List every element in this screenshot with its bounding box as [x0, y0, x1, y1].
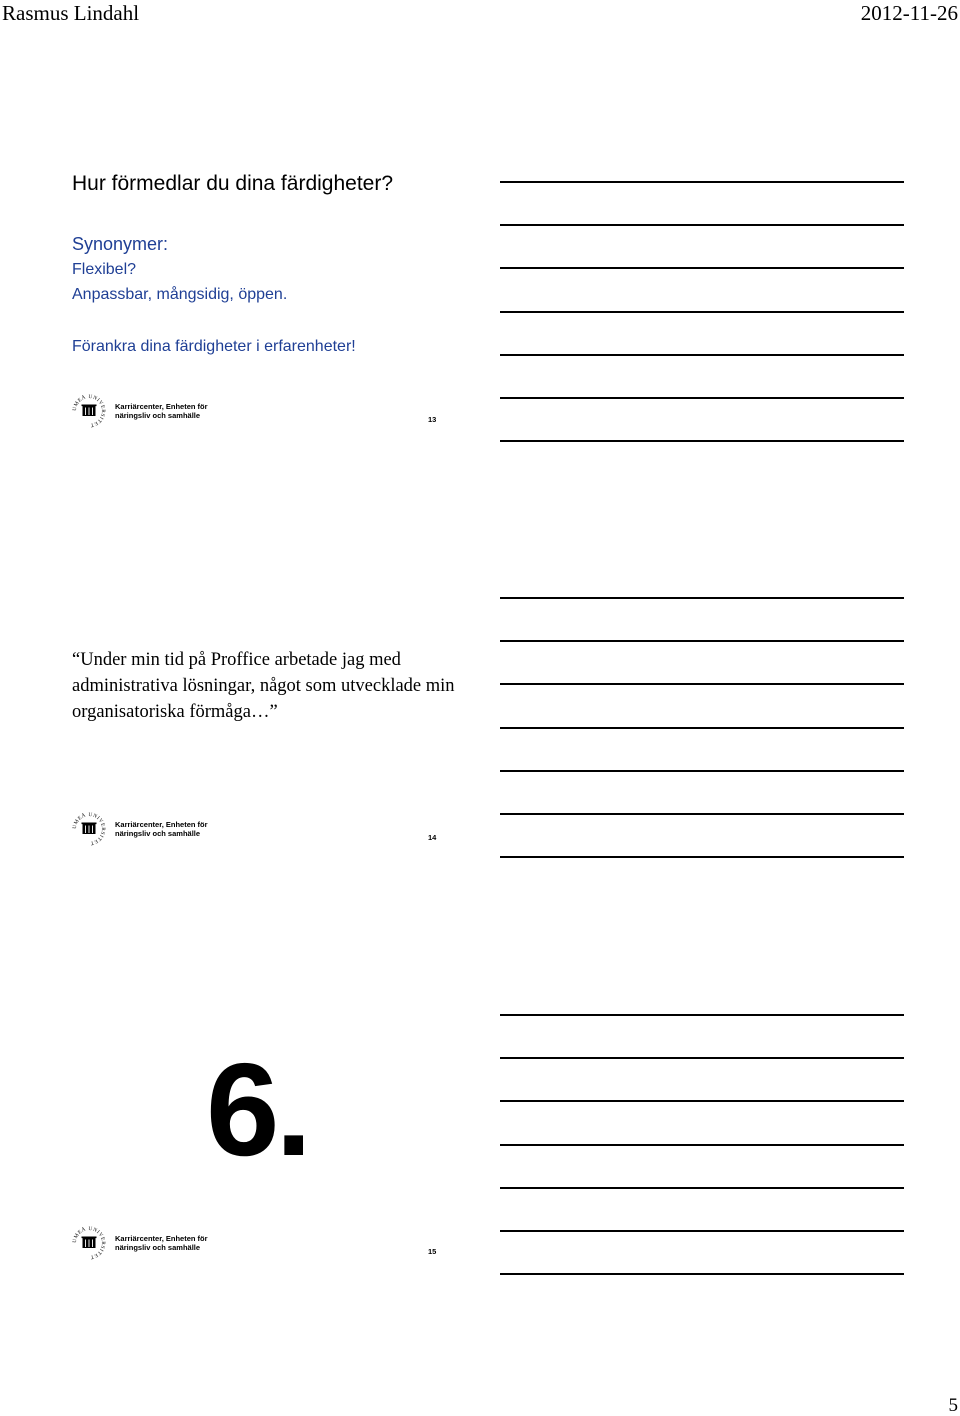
slide-number: 14: [428, 833, 437, 842]
note-line: [500, 1230, 904, 1232]
note-line: [500, 640, 904, 642]
slide-number: 15: [428, 1247, 437, 1256]
note-line: [500, 267, 904, 269]
synonyms-heading: Synonymer:: [72, 234, 169, 254]
page-number: 5: [948, 1395, 958, 1416]
slide-title: Hur förmedlar du dina färdigheter?: [72, 172, 394, 195]
slide-number: 13: [428, 415, 437, 424]
note-line: [500, 440, 904, 442]
page-header: [0, 0, 960, 26]
note-line: [500, 1187, 904, 1189]
slide-15: [68, 1036, 448, 1345]
slide-footer: [72, 394, 452, 428]
footer-unit-text: Karriärcenter, Enheten för näringsliv och samhälle: [115, 402, 208, 420]
svg-text:UMEÅ UNIVERSITET: UMEÅ UNIVERSITET: [72, 812, 106, 846]
note-line: [500, 597, 904, 599]
university-seal-icon: [72, 812, 106, 846]
synonym-line: Anpassbar, mångsidig, öppen.: [72, 286, 288, 303]
author-name: Rasmus Lindahl: [2, 1, 140, 25]
note-line: [500, 683, 904, 685]
svg-text:UMEÅ UNIVERSITET: UMEÅ UNIVERSITET: [72, 394, 106, 428]
quote-text: “Under min tid på Proffice arbetade jag med administrativa lösningar, något som utvecklade min organisatoriska förmåga…”: [72, 650, 455, 722]
note-line: [500, 224, 904, 226]
note-line: [500, 1014, 904, 1016]
note-line: [500, 1100, 904, 1102]
footer-unit-text: Karriärcenter, Enheten för näringsliv och samhälle: [115, 820, 208, 838]
note-line: [500, 856, 904, 858]
slide-footer: [72, 812, 452, 846]
note-line: [500, 1057, 904, 1059]
note-line: [500, 1144, 904, 1146]
synonym-line: Flexibel?: [72, 261, 137, 278]
note-line: [500, 181, 904, 183]
note-line: [500, 354, 904, 356]
note-line: [500, 397, 904, 399]
slide-13: [68, 158, 448, 458]
footer-unit-text: Karriärcenter, Enheten för näringsliv och samhälle: [115, 1234, 208, 1252]
slide-14: [68, 630, 455, 930]
svg-text:UMEÅ UNIVERSITET: UMEÅ UNIVERSITET: [72, 1226, 106, 1260]
big-number-text: 6.: [206, 1036, 309, 1183]
document-date: 2012-11-26: [860, 1, 958, 25]
university-seal-icon: [72, 1226, 106, 1260]
note-line: [500, 1273, 904, 1275]
slide-footer: [72, 1226, 452, 1260]
note-line: [500, 813, 904, 815]
university-seal-icon: [72, 394, 106, 428]
note-line: [500, 727, 904, 729]
note-line: [500, 770, 904, 772]
note-line: [500, 311, 904, 313]
anchor-statement: Förankra dina färdigheter i erfarenheter!: [72, 338, 356, 355]
